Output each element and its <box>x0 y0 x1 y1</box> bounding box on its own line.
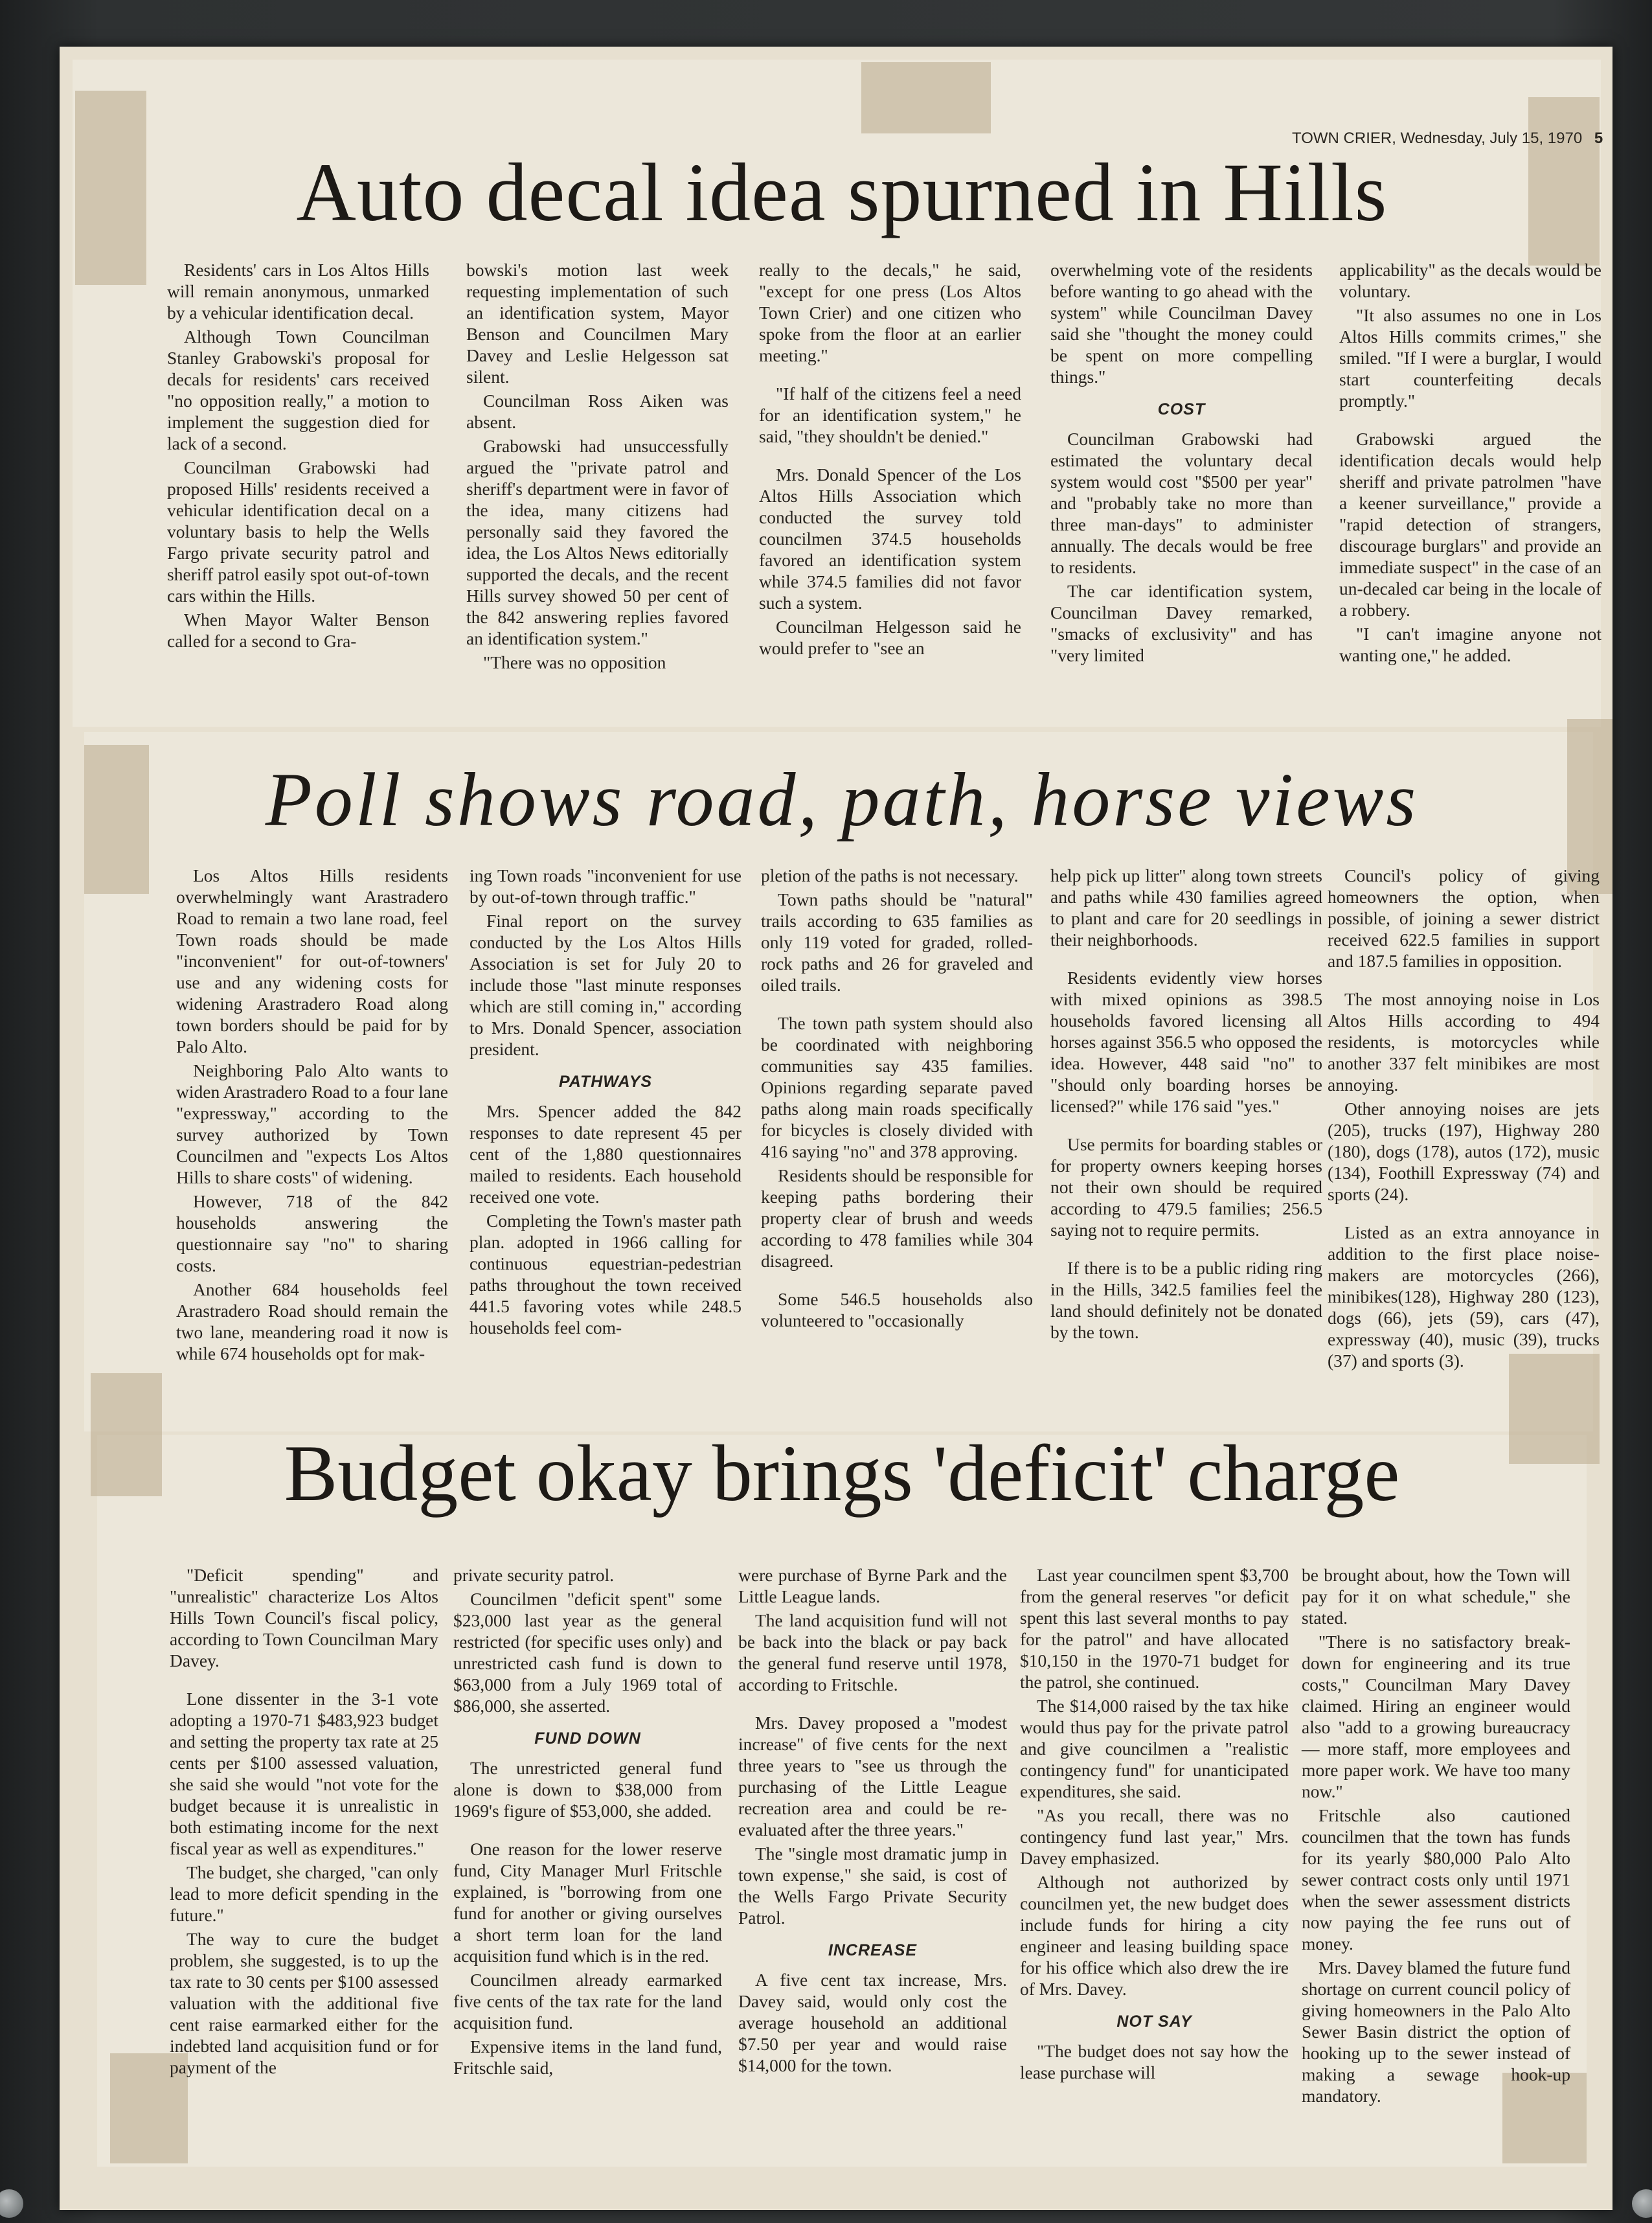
paragraph: overwhelming vote of the residents before wanting to go ahead with the system" while Councilman Davey said she "thought the money could be spent on more compelling things." <box>1050 260 1313 387</box>
paragraph: Although not authorized by councilmen yet, the new budget does include funds for hiring a city engineer and leasing building space for his office which also drew the ire of Mrs. Davey. <box>1020 1872 1289 1999</box>
article-poll-column-3 <box>761 865 1033 1334</box>
tape-strip <box>861 62 991 133</box>
paragraph: Listed as an extra annoyance in addition to the first place noise-makers are motorcycles (266), minibikes(128), Highway 280 (123), dogs (66), jets (59), cars (47), expressway (40), music (39), trucks (37) and sports (3). <box>1328 1222 1600 1371</box>
paragraph: Neighboring Palo Alto wants to widen Arastradero Road to a four lane "expressway," according to the survey authorized by Town Councilmen and "expects Los Altos Hills to share costs" of widening. <box>176 1060 448 1187</box>
page-number: 5 <box>1594 130 1603 147</box>
paragraph: Lone dissenter in the 3-1 vote adopting a 1970-71 $483,923 budget and setting the property tax rate at 25 cents per $100 assessed valuation, she said she would "not vote for the budget because it is unrealistic in both estimating income for the next fiscal year as well as expenditures." <box>170 1689 438 1858</box>
subhead: FUND DOWN <box>534 1729 641 1748</box>
paragraph: Council's policy of giving homeowners the option, when possible, of joining a sewer district received 622.5 families in support and 187.5 families in opposition. <box>1328 865 1600 971</box>
paragraph: Councilman Grabowski had estimated the voluntary decal system would cost "$500 per year" and "probably take no more than three man-days" to administer annually. The decals would be free to residents. <box>1050 429 1313 577</box>
paragraph: "As you recall, there was no contingency fund last year," Mrs. Davey emphasized. <box>1020 1805 1289 1868</box>
paragraph: Other annoying noises are jets (205), trucks (197), Highway 280 (180), dogs (178), autos (172), music (134), Foothill Expressway (74) and sports (24). <box>1328 1099 1600 1204</box>
paragraph: Residents evidently view horses with mixed opinions as 398.5 households favored licensing all horses against 356.5 who opposed the idea. However, 448 said "no" to "should only boarding horses be licensed?" while 176 said "yes." <box>1050 968 1322 1116</box>
paragraph: Completing the Town's master path plan. adopted in 1966 calling for continuous equestrian-pedestrian paths throughout the town received 441.5 favoring votes while 248.5 households feel com- <box>470 1211 741 1338</box>
paragraph: The most annoying noise in Los Altos Hills according to 494 residents, is motorcycles while another 337 felt minibikes are most annoying. <box>1328 989 1600 1095</box>
article-poll-column-4 <box>1050 865 1322 1345</box>
paragraph: Residents' cars in Los Altos Hills will remain anonymous, unmarked by a vehicular identification decal. <box>167 260 429 323</box>
paragraph: However, 718 of the 842 households answering the questionnaire say "no" to sharing costs. <box>176 1191 448 1275</box>
subhead: INCREASE <box>828 1941 918 1959</box>
article-budget-column-4 <box>1020 1564 1289 2086</box>
paragraph: really to the decals," he said, "except for one press (Los Altos Town Crier) and one citizen who spoke from the floor at an earlier meeting." <box>759 260 1021 365</box>
article-budget-column-3 <box>738 1564 1007 2079</box>
paragraph: "I can't imagine anyone not wanting one," he added. <box>1339 624 1601 665</box>
headline-auto-decal: Auto decal idea spurned in Hills <box>296 146 1388 238</box>
paragraph: were purchase of Byrne Park and the Little League lands. <box>738 1565 1007 1606</box>
paragraph: The land acquisition fund will not be back into the black or pay back the general fund reserve until 1978, according to Fritschle. <box>738 1610 1007 1694</box>
paragraph: ing Town roads "inconvenient for use by out-of-town through traffic." <box>470 865 741 907</box>
headline-poll: Poll shows road, path, horse views <box>265 757 1419 842</box>
subhead: COST <box>1157 400 1206 418</box>
paragraph: Councilman Helgesson said he would prefer to "see an <box>759 617 1021 658</box>
paragraph: be brought about, how the Town will pay for it on what schedule," she stated. <box>1302 1565 1570 1628</box>
article-auto-decal-column-4 <box>1050 259 1313 668</box>
paragraph: Grabowski argued the identification decals would help sheriff and private patrolmen "have a keener surveillance," provide a "rapid detection of strangers, discourage burglars" and provide an immediate suspect" in the case of an un-decaled car being in the locale of a robbery. <box>1339 429 1601 620</box>
paragraph: Although Town Councilman Stanley Grabowski's proposal for decals for residents' cars received "no opposition really," a motion to implement the suggestion died for lack of a second. <box>167 326 429 453</box>
article-poll-column-1 <box>176 865 448 1367</box>
paragraph: Final report on the survey conducted by the Los Altos Hills Association is set for July 20 to include those "last minute responses which are still coming in," according to Mrs. Donald Spencer, association president. <box>470 911 741 1059</box>
paragraph: pletion of the paths is not necessary. <box>761 865 1019 885</box>
paragraph: Town paths should be "natural" trails according to 635 families as only 119 voted for graded, rolled-rock paths and 26 for graveled and oiled trails. <box>761 889 1033 995</box>
article-budget-column-5 <box>1302 1564 1570 2109</box>
paragraph: Mrs. Donald Spencer of the Los Altos Hills Association which conducted the survey told councilmen 374.5 households favored an identification system while 374.5 families did not favor such a system. <box>759 464 1021 613</box>
paragraph: The $14,000 raised by the tax hike would thus pay for the private patrol and give councilmen a "realistic contingency fund" for unanticipated expenditures, she said. <box>1020 1696 1289 1801</box>
paragraph: "Deficit spending" and "unrealistic" characterize Los Altos Hills Town Council's fiscal policy, according to Town Councilman Mary Davey. <box>170 1565 438 1670</box>
headline-budget: Budget okay brings 'deficit' charge <box>284 1429 1400 1518</box>
paragraph: Mrs. Spencer added the 842 responses to date represent 45 per cent of the 1,880 questionnaires mailed to residents. Each household received one vote. <box>470 1101 741 1207</box>
paragraph: Councilmen already earmarked five cents of the tax rate for the land acquisition fund. <box>453 1970 722 2033</box>
newspaper-name: TOWN CRIER, <box>1292 130 1396 147</box>
article-auto-decal-column-5 <box>1339 259 1601 668</box>
paragraph: Mrs. Davey blamed the future fund shortage on current council policy of giving homeowners in the Palo Alto Sewer Basin district the option of hooking up to the sewer instead of making a sewage hook-up mandatory. <box>1302 1957 1570 2106</box>
subhead: PATHWAYS <box>558 1073 653 1091</box>
paragraph: Residents should be responsible for keeping paths bordering their property clear of brush and weeds according to 478 families while 304 disagreed. <box>761 1165 1033 1271</box>
paragraph: A five cent tax increase, Mrs. Davey said, would only cost the average household an additional $7.50 per year and would raise $14,000 for the town. <box>738 1970 1007 2075</box>
article-auto-decal-column-1 <box>167 259 429 654</box>
paragraph: Mrs. Davey proposed a "modest increase" of five cents for the next three years to "see us through the purchasing of the Little League recreation area and could be re-evaluated after the three years." <box>738 1713 1007 1840</box>
paragraph: help pick up litter" along town streets and paths while 430 families agreed to plant and care for 20 seedlings in their neighborhoods. <box>1050 865 1322 950</box>
paragraph: Councilman Ross Aiken was absent. <box>466 391 729 432</box>
article-auto-decal-column-3 <box>759 259 1021 661</box>
issue-date: Wednesday, July 15, 1970 <box>1400 130 1583 147</box>
paragraph: private security patrol. <box>453 1565 615 1585</box>
article-budget-column-2 <box>453 1564 722 2081</box>
paragraph: The unrestricted general fund alone is down to $38,000 from 1969's figure of $53,000, she added. <box>453 1758 722 1821</box>
paragraph: Use permits for boarding stables or for property owners keeping horses not their own should be required according to 479.5 families; 256.5 saying not to require permits. <box>1050 1134 1322 1240</box>
paragraph: Another 684 households feel Arastradero Road should remain the two lane, meandering road it now is while 674 households opt for mak- <box>176 1279 448 1363</box>
paragraph: Councilmen "deficit spent" some $23,000 last year as the general restricted (for specific uses only) and unrestricted cash fund is down to $63,000 from a July 1969 total of $86,000, she asserted. <box>453 1589 722 1716</box>
paragraph: The budget, she charged, "can only lead to more deficit spending in the future." <box>170 1862 438 1925</box>
paragraph: "There is no satisfactory break-down for engineering and its true costs," Councilman Mary Davey claimed. Hiring an engineer would also "add to a growing bureaucracy — more staff, more employees and more paper work. We have too many now." <box>1302 1632 1570 1801</box>
paragraph: One reason for the lower reserve fund, City Manager Murl Fritschle explained, is "borrowing from one fund for another or giving ourselves a short term loan for the land acquisition fund which is in the red. <box>453 1839 722 1966</box>
paragraph: "There was no opposition <box>483 652 666 672</box>
paragraph: Some 546.5 households also volunteered to "occasionally <box>761 1289 1033 1330</box>
paragraph: The "single most dramatic jump in town expense," she said, is cost of the Wells Fargo Private Security Patrol. <box>738 1843 1007 1928</box>
paragraph: Fritschle also cautioned councilmen that the town has funds for its yearly $80,000 Palo Alto sewer contract costs only until 1971 when the sewer assessment districts now paying the fee runs out of money. <box>1302 1805 1570 1954</box>
article-auto-decal-column-2 <box>466 259 729 676</box>
paragraph: Last year councilmen spent $3,700 from the general reserves "or deficit spent this last several months to pay for the patrol" and have allocated $10,150 in the 1970-71 budget for the patrol, she continued. <box>1020 1565 1289 1692</box>
paragraph: "It also assumes no one in Los Altos Hills commits crimes," she smiled. "If I were a burglar, I would start counterfeiting decals promptly." <box>1339 305 1601 411</box>
paragraph: The way to cure the budget problem, she suggested, is to up the tax rate to 30 cents per $100 assessed valuation with the additional five cent raise earmarked either for the indebted land acquisition fund or for payment of the <box>170 1929 438 2077</box>
article-budget-column-1 <box>170 1564 438 2080</box>
paragraph: The car identification system, Councilman Davey remarked, "smacks of exclusivity" and has "very limited <box>1050 581 1313 665</box>
paragraph: Expensive items in the land fund, Fritschle said, <box>453 2036 722 2078</box>
paragraph: bowski's motion last week requesting implementation of such an identification system, Mayor Benson and Councilmen Mary Davey and Leslie Helgesson sat silent. <box>466 260 729 387</box>
subhead: NOT SAY <box>1116 2012 1192 2031</box>
paragraph: The town path system should also be coordinated with neighboring communities say 435 families. Opinions regarding separate paved paths along main roads specifically for bicycles is closely divided with 416 saying "no" and 378 approving. <box>761 1013 1033 1161</box>
article-poll-column-5 <box>1328 865 1600 1374</box>
paragraph: "The budget does not say how the lease purchase will <box>1020 2041 1289 2082</box>
paragraph: Councilman Grabowski had proposed Hills' residents received a vehicular identification decal on a voluntary basis to help the Wells Fargo private security patrol and sheriff patrol easily spot out-of-town cars within the Hills. <box>167 457 429 606</box>
paragraph: When Mayor Walter Benson called for a second to Gra- <box>167 610 429 651</box>
paragraph: Grabowski had unsuccessfully argued the "private patrol and sheriff's department were in favor of the idea, many citizens had personally said they favored the idea, the Los Altos News editorially supported the decals, and the recent Hills survey showed 50 per cent of the 842 answering replies favored an identification system." <box>466 436 729 648</box>
paragraph: If there is to be a public riding ring in the Hills, 342.5 families feel the land should definitely not be donated by the town. <box>1050 1258 1322 1342</box>
paragraph: "If half of the citizens feel a need for an identification system," he said, "they shouldn't be denied." <box>759 383 1021 446</box>
paragraph: Los Altos Hills residents overwhelmingly want Arastradero Road to remain a two lane road, feel Town roads should be made "inconvenient" for out-of-towners' use and any widening costs for widening Arastradero Road along town borders should be paid for by Palo Alto. <box>176 865 448 1056</box>
paragraph: applicability" as the decals would be voluntary. <box>1339 260 1601 301</box>
article-poll-column-2 <box>470 865 741 1341</box>
